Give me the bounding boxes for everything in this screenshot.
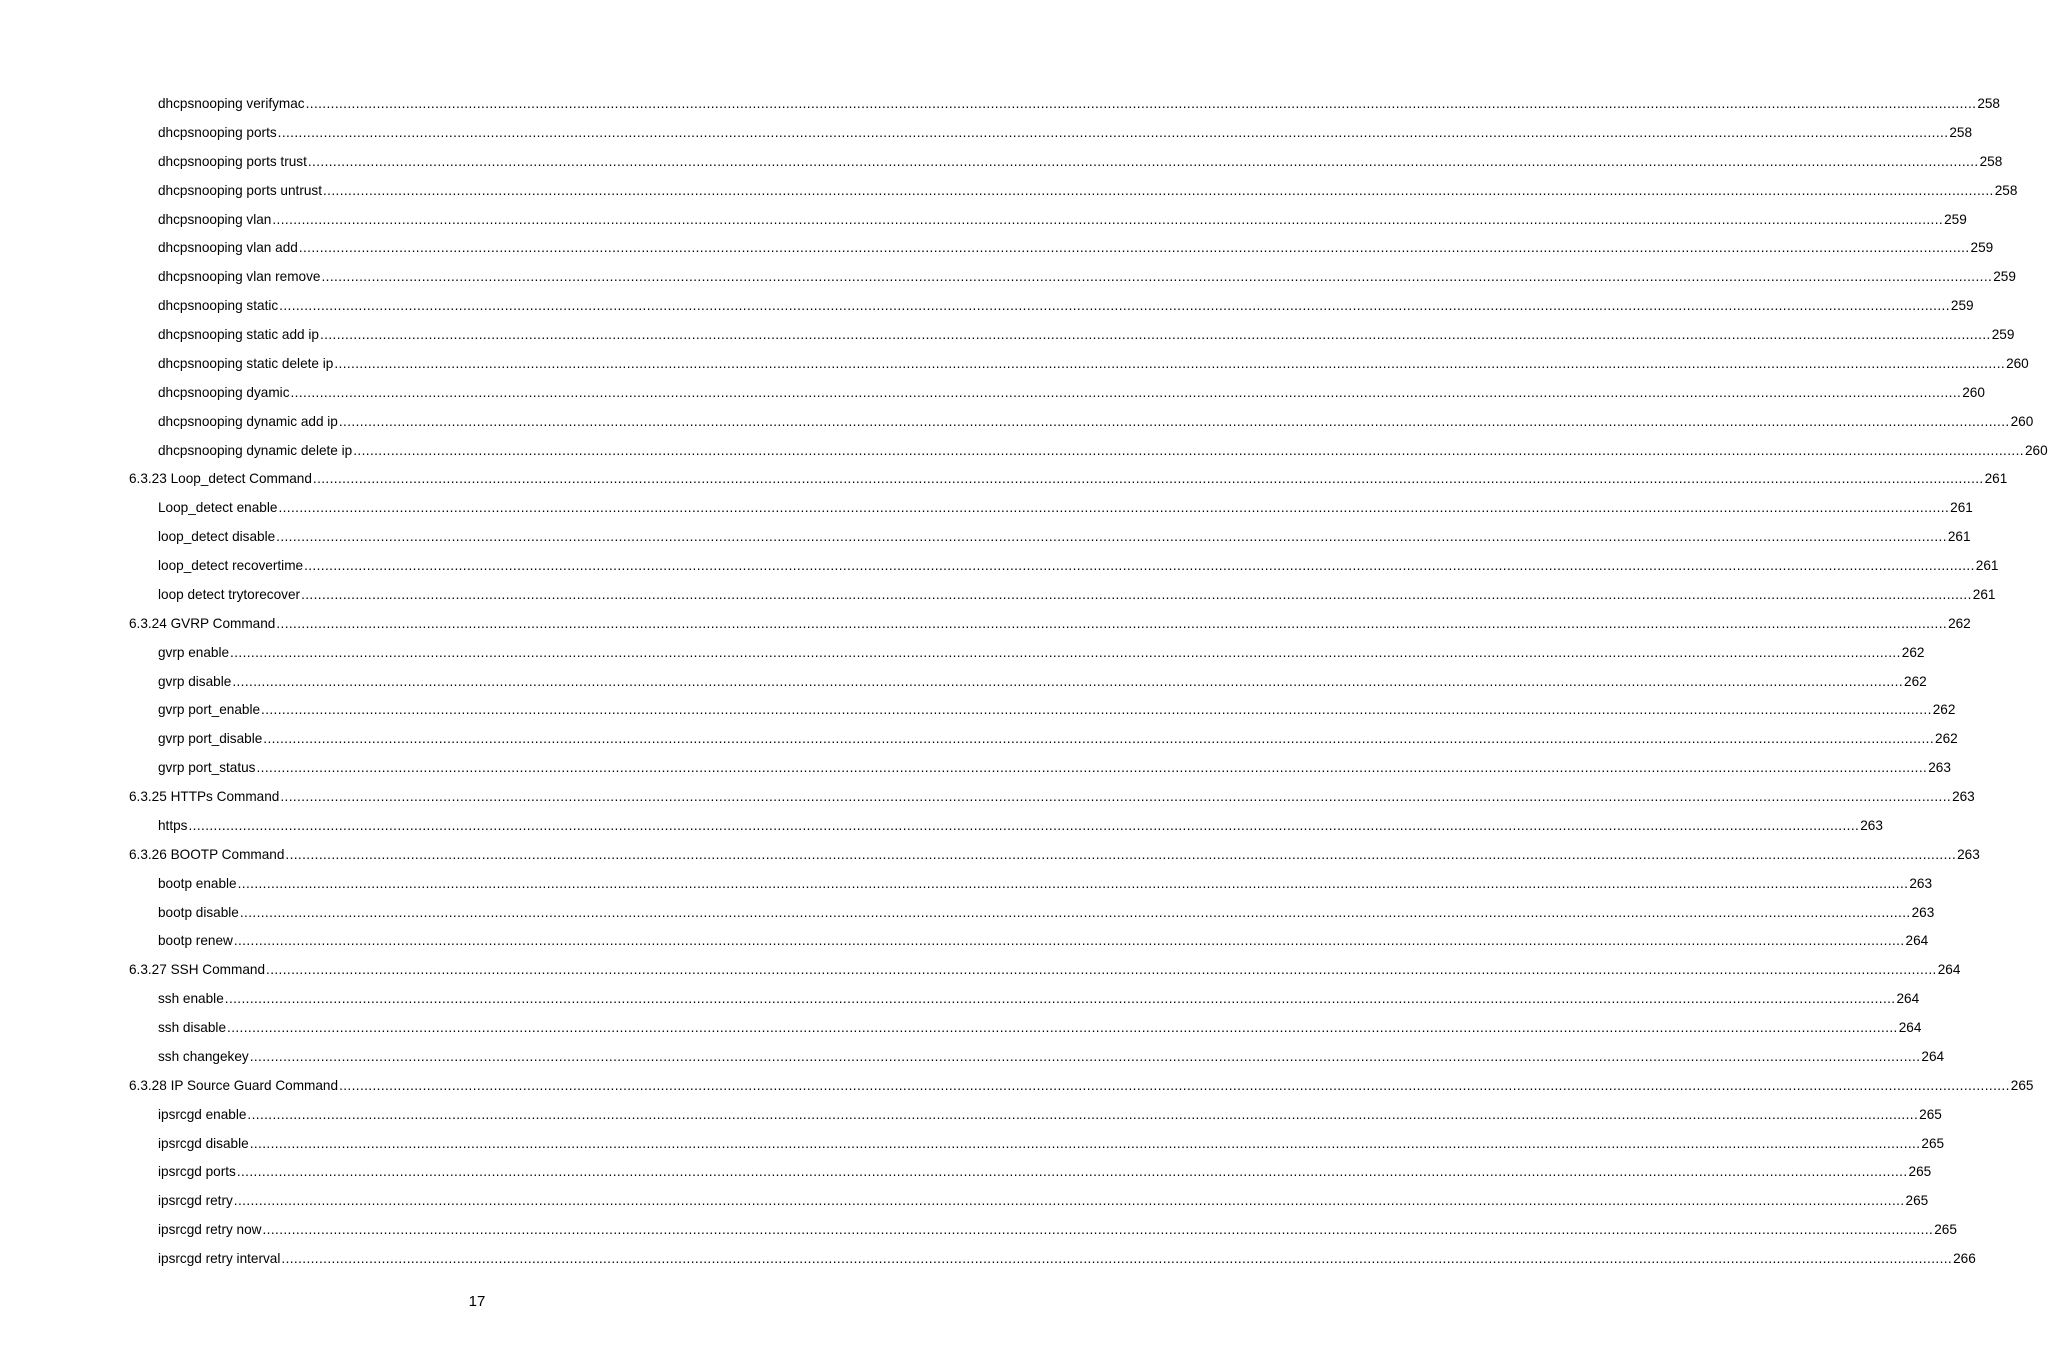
toc-entry-page: 263 xyxy=(1957,846,1980,862)
toc-section-entry[interactable] xyxy=(0,783,1975,812)
toc-dot-leader: ................................................................................................................................................................................................................................................................................................................................................................................................................ xyxy=(338,413,2010,429)
toc-entry-page: 262 xyxy=(1948,615,1971,631)
toc-command-entry[interactable] xyxy=(0,552,1999,581)
toc-command-entry[interactable] xyxy=(0,1043,1945,1072)
toc-command-entry[interactable] xyxy=(0,321,2015,350)
toc-command-entry[interactable] xyxy=(0,1130,1945,1159)
toc-command-entry[interactable] xyxy=(0,696,1956,725)
toc-entry-label: gvrp enable xyxy=(158,644,230,660)
toc-dot-leader: ................................................................................................................................................................................................................................................................................................................................................................................................................ xyxy=(312,471,1984,487)
toc-entry-label: ipsrcgd retry interval xyxy=(158,1251,281,1266)
toc-entry-label: dhcpsnooping dyamic xyxy=(158,384,290,400)
page-number: 17 xyxy=(468,1293,486,1310)
toc-entry-page: 258 xyxy=(1979,153,2003,169)
toc-entry-page: 263 xyxy=(1928,760,1951,776)
toc-entry-page: 259 xyxy=(1950,298,1974,314)
toc-command-entry[interactable] xyxy=(0,234,1994,263)
toc-dot-leader: ................................................................................................................................................................................................................................................................................................................................................................................................................ xyxy=(319,327,1991,342)
toc-dot-leader: ................................................................................................................................................................................................................................................................................................................................................................................................................ xyxy=(256,760,1928,776)
toc-entry-label: dhcpsnooping verifymac xyxy=(158,96,305,111)
toc-entry-label: dhcpsnooping dynamic delete ip xyxy=(158,442,353,458)
toc-entry-page: 265 xyxy=(1934,1222,1957,1238)
toc-entry-label: ssh changekey xyxy=(158,1048,249,1064)
toc-entry-page: 262 xyxy=(1932,702,1956,718)
toc-entry-label: https xyxy=(158,817,188,833)
toc-dot-leader: ................................................................................................................................................................................................................................................................................................................................................................................................................ xyxy=(261,702,1932,718)
toc-entry-label: 6.3.27 SSH Command xyxy=(129,962,266,978)
toc-entry-page: 260 xyxy=(2010,413,2034,429)
toc-dot-leader: ................................................................................................................................................................................................................................................................................................................................................................................................................ xyxy=(305,96,1977,111)
toc-command-entry[interactable] xyxy=(0,523,1971,552)
toc-section-entry[interactable] xyxy=(0,956,1961,985)
toc-dot-leader: ................................................................................................................................................................................................................................................................................................................................................................................................................ xyxy=(230,644,1901,660)
toc-entry-page: 259 xyxy=(1970,240,1994,256)
toc-entry-label: loop detect trytorecover xyxy=(158,586,301,602)
toc-entry-page: 262 xyxy=(1901,644,1925,660)
toc-entry-page: 258 xyxy=(1994,182,2018,198)
toc-command-entry[interactable] xyxy=(0,119,1973,148)
toc-entry-label: dhcpsnooping static add ip xyxy=(158,327,319,342)
toc-entry-page: 258 xyxy=(1977,96,2000,111)
toc-entry-page: 264 xyxy=(1898,1020,1922,1035)
toc-command-entry[interactable] xyxy=(0,870,1933,899)
toc-section-entry[interactable] xyxy=(0,610,1971,639)
toc-entry-label: Loop_detect enable xyxy=(158,500,278,516)
toc-command-entry[interactable] xyxy=(0,1245,1976,1274)
toc-entry-page: 265 xyxy=(1921,1135,1945,1151)
toc-entry-label: dhcpsnooping ports untrust xyxy=(158,182,322,198)
toc-entry-label: gvrp port_enable xyxy=(158,702,261,718)
toc-dot-leader: ................................................................................................................................................................................................................................................................................................................................................................................................................ xyxy=(227,1020,1898,1035)
toc-command-entry[interactable] xyxy=(0,350,2029,379)
toc-command-entry[interactable] xyxy=(0,206,1967,235)
toc-entry-page: 265 xyxy=(1905,1193,1929,1209)
toc-command-entry[interactable] xyxy=(0,379,1985,408)
toc-dot-leader: ................................................................................................................................................................................................................................................................................................................................................................................................................ xyxy=(334,355,2006,371)
toc-entry-page: 263 xyxy=(1952,789,1975,804)
toc-entry-label: dhcpsnooping vlan xyxy=(158,211,272,227)
toc-dot-leader: ................................................................................................................................................................................................................................................................................................................................................................................................................ xyxy=(233,1193,1905,1209)
toc-dot-leader: ................................................................................................................................................................................................................................................................................................................................................................................................................ xyxy=(304,558,1975,573)
toc-entry-label: dhcpsnooping ports xyxy=(158,124,277,140)
toc-entry-page: 259 xyxy=(1991,327,2015,342)
toc-dot-leader: ................................................................................................................................................................................................................................................................................................................................................................................................................ xyxy=(301,586,1972,602)
toc-dot-leader: ................................................................................................................................................................................................................................................................................................................................................................................................................ xyxy=(321,269,1993,285)
toc-entry-page: 262 xyxy=(1935,731,1958,747)
toc-command-entry[interactable] xyxy=(0,581,1996,610)
toc-dot-leader: ................................................................................................................................................................................................................................................................................................................................................................................................................ xyxy=(290,384,1962,400)
toc-dot-leader: ................................................................................................................................................................................................................................................................................................................................................................................................................ xyxy=(233,933,1905,949)
toc-entry-page: 260 xyxy=(2006,355,2029,371)
toc-entry-label: ipsrcgd disable xyxy=(158,1135,249,1151)
toc-entry-label: gvrp port_disable xyxy=(158,731,263,747)
toc-dot-leader: ................................................................................................................................................................................................................................................................................................................................................................................................................ xyxy=(307,153,1979,169)
toc-dot-leader: ................................................................................................................................................................................................................................................................................................................................................................................................................ xyxy=(276,615,1948,631)
toc-dot-leader: ................................................................................................................................................................................................................................................................................................................................................................................................................ xyxy=(239,904,1911,920)
toc-command-entry[interactable] xyxy=(0,927,1929,956)
toc-entry-label: dhcpsnooping static delete ip xyxy=(158,355,334,371)
toc-command-entry[interactable] xyxy=(0,725,1958,754)
toc-entry-page: 260 xyxy=(2024,442,2048,458)
toc-dot-leader: ................................................................................................................................................................................................................................................................................................................................................................................................................ xyxy=(262,1222,1934,1238)
toc-entry-page: 261 xyxy=(1984,471,2008,487)
toc-entry-label: ssh enable xyxy=(158,991,224,1007)
toc-command-entry[interactable] xyxy=(0,754,1951,783)
toc-dot-leader: ................................................................................................................................................................................................................................................................................................................................................................................................................ xyxy=(277,124,1949,140)
toc-command-entry[interactable] xyxy=(0,899,1935,928)
toc-dot-leader: ................................................................................................................................................................................................................................................................................................................................................................................................................ xyxy=(323,182,1994,198)
toc-dot-leader: ................................................................................................................................................................................................................................................................................................................................................................................................................ xyxy=(224,991,1896,1007)
toc-entry-page: 265 xyxy=(1919,1106,1942,1122)
toc-entry-label: loop_detect disable xyxy=(158,529,276,545)
toc-command-entry[interactable] xyxy=(0,1014,1922,1043)
toc-command-entry[interactable] xyxy=(0,812,1883,841)
toc-dot-leader: ................................................................................................................................................................................................................................................................................................................................................................................................................ xyxy=(249,1048,1921,1064)
toc-dot-leader: ................................................................................................................................................................................................................................................................................................................................................................................................................ xyxy=(247,1106,1919,1122)
toc-dot-leader: ................................................................................................................................................................................................................................................................................................................................................................................................................ xyxy=(279,298,1950,314)
toc-entry-page: 264 xyxy=(1921,1048,1945,1064)
toc-section-entry[interactable] xyxy=(0,841,1980,870)
toc-entry-page: 259 xyxy=(1944,211,1967,227)
toc-command-entry[interactable] xyxy=(0,1187,1929,1216)
toc-entry-label: bootp disable xyxy=(158,904,239,920)
toc-entry-label: ipsrcgd ports xyxy=(158,1164,236,1180)
toc-entry-page: 264 xyxy=(1937,962,1961,978)
toc-command-entry[interactable] xyxy=(0,263,2016,292)
toc-dot-leader: ................................................................................................................................................................................................................................................................................................................................................................................................................ xyxy=(280,789,1952,804)
toc-entry-page: 265 xyxy=(2010,1077,2034,1093)
toc-dot-leader: ................................................................................................................................................................................................................................................................................................................................................................................................................ xyxy=(188,817,1860,833)
toc-dot-leader: ................................................................................................................................................................................................................................................................................................................................................................................................................ xyxy=(263,731,1935,747)
toc-entry-label: bootp renew xyxy=(158,933,233,949)
toc-entry-label: dhcpsnooping static xyxy=(158,298,279,314)
toc-dot-leader: ................................................................................................................................................................................................................................................................................................................................................................................................................ xyxy=(232,673,1904,689)
toc-entry-label: ssh disable xyxy=(158,1020,227,1035)
toc-dot-leader: ................................................................................................................................................................................................................................................................................................................................................................................................................ xyxy=(281,1251,1953,1266)
toc-command-entry[interactable] xyxy=(0,668,1927,697)
toc-entry-label: 6.3.24 GVRP Command xyxy=(129,615,276,631)
toc-entry-label: gvrp port_status xyxy=(158,760,256,776)
toc-entry-label: dhcpsnooping vlan add xyxy=(158,240,298,256)
toc-command-entry[interactable] xyxy=(0,292,1974,321)
toc-entry-label: ipsrcgd retry xyxy=(158,1193,233,1209)
toc-entry-label: bootp enable xyxy=(158,875,237,891)
toc-dot-leader: ................................................................................................................................................................................................................................................................................................................................................................................................................ xyxy=(266,962,1937,978)
toc-dot-leader: ................................................................................................................................................................................................................................................................................................................................................................................................................ xyxy=(272,211,1944,227)
toc-entry-page: 263 xyxy=(1909,875,1933,891)
toc-dot-leader: ................................................................................................................................................................................................................................................................................................................................................................................................................ xyxy=(276,529,1947,545)
toc-entry-label: ipsrcgd enable xyxy=(158,1106,247,1122)
toc-entry-page: 263 xyxy=(1860,817,1883,833)
table-of-contents xyxy=(0,90,2048,1274)
toc-entry-label: 6.3.26 BOOTP Command xyxy=(129,846,285,862)
toc-dot-leader: ................................................................................................................................................................................................................................................................................................................................................................................................................ xyxy=(249,1135,1921,1151)
toc-entry-label: ipsrcgd retry now xyxy=(158,1222,262,1238)
toc-entry-page: 259 xyxy=(1993,269,2016,285)
toc-entry-label: dhcpsnooping vlan remove xyxy=(158,269,321,285)
toc-section-entry[interactable] xyxy=(0,1072,2034,1101)
toc-section-entry[interactable] xyxy=(0,465,2008,494)
toc-command-entry[interactable] xyxy=(0,985,1920,1014)
toc-command-entry[interactable] xyxy=(0,90,2000,119)
toc-dot-leader: ................................................................................................................................................................................................................................................................................................................................................................................................................ xyxy=(236,1164,1908,1180)
toc-entry-page: 264 xyxy=(1896,991,1920,1007)
toc-entry-label: 6.3.23 Loop_detect Command xyxy=(129,471,312,487)
toc-entry-page: 261 xyxy=(1975,558,1999,573)
toc-entry-page: 261 xyxy=(1947,529,1971,545)
toc-command-entry[interactable] xyxy=(0,408,2034,437)
toc-entry-page: 261 xyxy=(1950,500,1973,516)
toc-command-entry[interactable] xyxy=(0,437,2048,466)
toc-entry-page: 262 xyxy=(1904,673,1927,689)
toc-dot-leader: ................................................................................................................................................................................................................................................................................................................................................................................................................ xyxy=(339,1077,2010,1093)
toc-entry-label: 6.3.28 IP Source Guard Command xyxy=(129,1077,339,1093)
toc-command-entry[interactable] xyxy=(0,494,1973,523)
toc-command-entry[interactable] xyxy=(0,148,2003,177)
toc-entry-label: 6.3.25 HTTPs Command xyxy=(129,789,280,804)
toc-dot-leader: ................................................................................................................................................................................................................................................................................................................................................................................................................ xyxy=(278,500,1950,516)
toc-entry-page: 263 xyxy=(1911,904,1935,920)
toc-command-entry[interactable] xyxy=(0,177,2018,206)
toc-entry-page: 260 xyxy=(1962,384,1985,400)
toc-dot-leader: ................................................................................................................................................................................................................................................................................................................................................................................................................ xyxy=(237,875,1909,891)
toc-command-entry[interactable] xyxy=(0,1101,1942,1130)
toc-entry-label: gvrp disable xyxy=(158,673,232,689)
toc-entry-label: dhcpsnooping ports trust xyxy=(158,153,307,169)
toc-entry-label: loop_detect recovertime xyxy=(158,558,304,573)
toc-entry-page: 266 xyxy=(1953,1251,1976,1266)
toc-entry-page: 261 xyxy=(1972,586,1996,602)
toc-command-entry[interactable] xyxy=(0,1216,1957,1245)
toc-entry-page: 265 xyxy=(1908,1164,1932,1180)
toc-command-entry[interactable] xyxy=(0,639,1925,668)
toc-entry-page: 258 xyxy=(1949,124,1973,140)
toc-entry-label: dhcpsnooping dynamic add ip xyxy=(158,413,338,429)
toc-entry-page: 264 xyxy=(1905,933,1929,949)
toc-dot-leader: ................................................................................................................................................................................................................................................................................................................................................................................................................ xyxy=(285,846,1957,862)
toc-dot-leader: ................................................................................................................................................................................................................................................................................................................................................................................................................ xyxy=(298,240,1970,256)
toc-dot-leader: ................................................................................................................................................................................................................................................................................................................................................................................................................ xyxy=(353,442,2024,458)
toc-command-entry[interactable] xyxy=(0,1158,1932,1187)
